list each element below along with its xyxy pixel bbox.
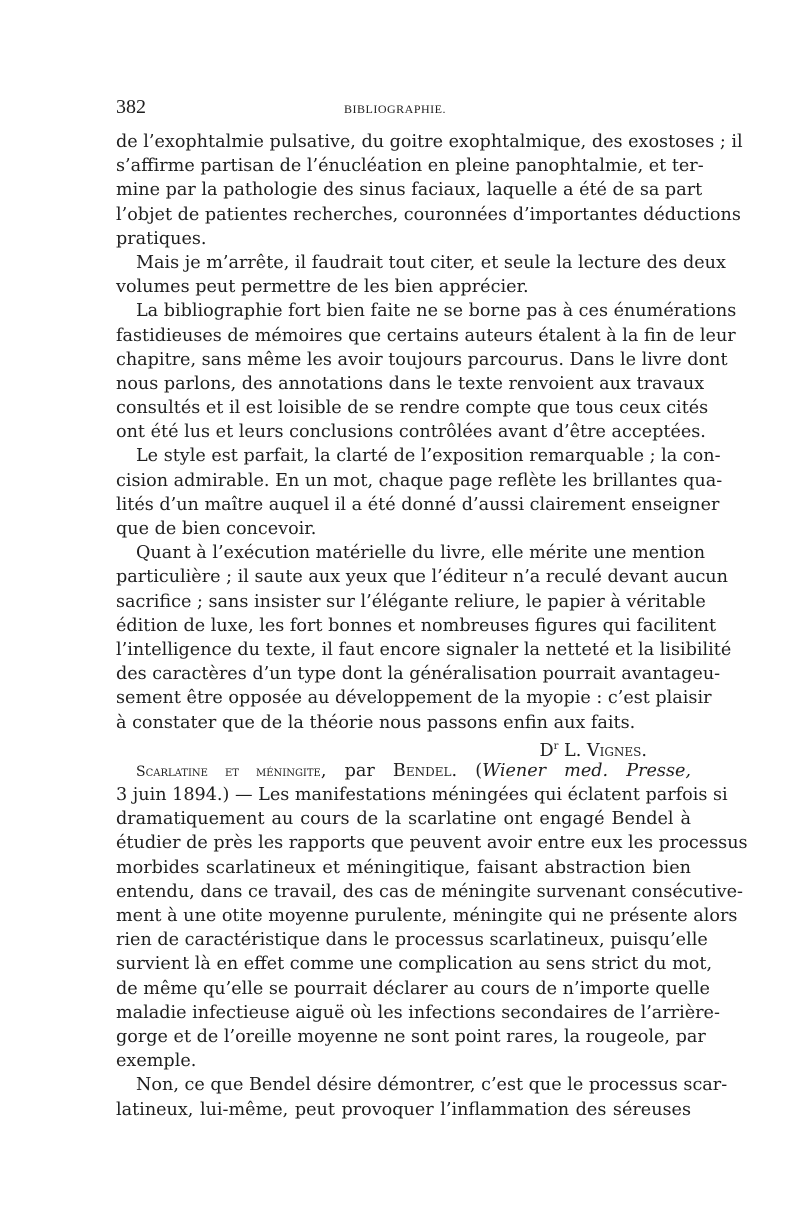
- text-line: Non, ce que Bendel désire démontrer, c’est que le processus scar-: [136, 1075, 728, 1096]
- review-by: , par: [320, 760, 393, 781]
- text-line: de l’exophtalmie pulsative, du goitre exophtalmique, des exostoses ; il: [116, 132, 743, 152]
- review-source-open: (: [457, 760, 483, 781]
- text-line: ment à une otite moyenne purulente, méningite qui ne présente alors: [116, 906, 738, 926]
- text-line: nous parlons, des annotations dans le texte renvoient aux travaux: [116, 373, 705, 394]
- text-line: lités d’un maître auquel il a été donné d’aussi clairement enseigner: [116, 494, 720, 515]
- text-line: étudier de près les rapports que peuvent avoir entre eux les processus: [116, 833, 748, 854]
- page-number: 382: [116, 96, 146, 118]
- author-signature: [116, 735, 691, 759]
- review-title: Scarlatine et méningite: [136, 763, 321, 780]
- text-line: entendu, dans ce travail, des cas de méningite survenant consécutive-: [116, 881, 743, 902]
- text-line: morbides scarlatineux et méningitique, faisant abstraction bien: [116, 857, 691, 878]
- text-line: survient là en effet comme une complication au sens strict du mot,: [116, 954, 713, 975]
- text-line: rien de caractéristique dans le processus scarlatineux, puisqu’elle: [116, 930, 708, 951]
- text-line: cision admirable. En un mot, chaque page reflète les brillantes qua-: [116, 470, 723, 491]
- text-line: Le style est parfait, la clarté de l’exposition remarquable ; la con-: [136, 446, 721, 467]
- text-line: que de bien concevoir.: [116, 519, 317, 539]
- text-line: sacrifice ; sans insister sur l’élégante reliure, le papier à véritable: [116, 591, 706, 612]
- text-line: mine par la pathologie des sinus faciaux, laquelle a été de sa part: [116, 180, 703, 201]
- text-line: Quant à l’exécution matérielle du livre, elle mérite une mention: [136, 543, 706, 564]
- signature-prefix: D: [539, 740, 554, 761]
- text-line: pratiques.: [116, 228, 207, 249]
- text-line: sement être opposée au développement de la myopie : c’est plaisir: [116, 688, 712, 709]
- text-line: maladie infectieuse aiguë où les infections secondaires de l’arrière-: [116, 1002, 720, 1023]
- text-line: Mais je m’arrête, il faudrait tout citer, et seule la lecture des deux: [136, 252, 726, 273]
- text-line: ont été lus et leurs conclusions contrôlées avant d’être acceptées.: [116, 422, 706, 443]
- review-heading-line: [116, 759, 691, 783]
- text-line: volumes peut permettre de les bien apprécier.: [116, 277, 529, 298]
- text-line: latineux, lui-même, peut provoquer l’inflammation des séreuses: [116, 1099, 691, 1120]
- text-line: de même qu’elle se pourrait déclarer au cours de n’importe quelle: [116, 978, 710, 999]
- text-line: gorge et de l’oreille moyenne ne sont point rares, la rougeole, par: [116, 1026, 706, 1047]
- body-text: [116, 130, 748, 1122]
- review-source: Wiener med. Presse,: [482, 760, 691, 781]
- text-line: l’objet de patientes recherches, couronnées d’importantes déductions: [116, 204, 741, 225]
- text-line: 3 juin 1894.) — Les manifestations méningées qui éclatent parfois si: [116, 785, 728, 806]
- signature-name: L. Vignes.: [564, 740, 647, 761]
- text-line: fastidieuses de mémoires que certains auteurs étalent à la fin de leur: [116, 325, 736, 346]
- text-line: l’intelligence du texte, il faut encore signaler la netteté et la lisibilité: [116, 639, 732, 660]
- signature-sup: r: [553, 740, 559, 752]
- page-header: [116, 96, 692, 126]
- text-line: chapitre, sans même les avoir toujours parcourus. Dans le livre dont: [116, 349, 728, 370]
- text-line: dramatiquement au cours de la scarlatine ont engagé Bendel à: [116, 809, 691, 830]
- text-line: à constater que de la théorie nous passons enfin aux faits.: [116, 712, 636, 733]
- text-line: édition de luxe, les fort bonnes et nombreuses figures qui facilitent: [116, 615, 717, 636]
- text-line: s’affirme partisan de l’énucléation en pleine panophtalmie, et ter-: [116, 156, 704, 177]
- running-head: BIBLIOGRAPHIE.: [344, 102, 446, 116]
- text-line: consultés et il est loisible de se rendre compte que tous ceux cités: [116, 398, 709, 419]
- text-line: exemple.: [116, 1051, 197, 1072]
- review-author: Bendel.: [392, 760, 458, 781]
- text-line: particulière ; il saute aux yeux que l’éditeur n’a reculé devant aucun: [116, 567, 728, 588]
- text-line: La bibliographie fort bien faite ne se borne pas à ces énumérations: [136, 301, 737, 322]
- text-line: des caractères d’un type dont la généralisation pourrait avantageu-: [116, 664, 721, 685]
